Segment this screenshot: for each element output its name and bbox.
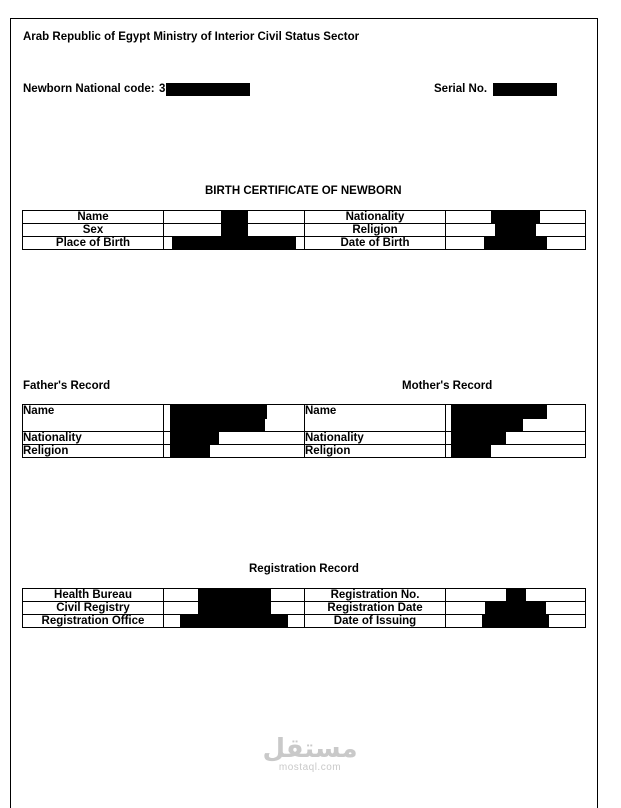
mother-religion-label: Religion bbox=[305, 445, 446, 458]
cell-value bbox=[446, 211, 586, 224]
redaction-block bbox=[451, 432, 506, 444]
serial-label: Serial No. bbox=[434, 83, 488, 95]
registration-table bbox=[22, 588, 586, 628]
cell-label: Health Bureau bbox=[23, 589, 164, 602]
redaction-block bbox=[451, 419, 523, 431]
father-religion-value bbox=[164, 445, 305, 458]
cell-value bbox=[164, 211, 305, 224]
redaction-block bbox=[170, 432, 219, 444]
cell-label: Civil Registry bbox=[23, 602, 164, 615]
table-row bbox=[23, 211, 586, 224]
cell-label: Name bbox=[23, 211, 164, 224]
cell-label: Registration Office bbox=[23, 615, 164, 628]
redaction-block bbox=[221, 224, 248, 236]
father-name-value bbox=[164, 405, 305, 432]
cell-value bbox=[446, 602, 586, 615]
redaction-block bbox=[170, 405, 267, 419]
redaction-block bbox=[485, 602, 546, 614]
watermark-arabic: مستقل bbox=[262, 734, 358, 764]
cell-label: Religion bbox=[305, 224, 446, 237]
mother-record-title: Mother's Record bbox=[402, 380, 493, 392]
mother-name-label: Name bbox=[305, 405, 446, 432]
redaction-block bbox=[451, 405, 547, 419]
table-row bbox=[23, 445, 586, 458]
redaction-block bbox=[198, 589, 271, 601]
cell-value bbox=[446, 589, 586, 602]
national-code-redaction bbox=[166, 83, 250, 96]
cell-value bbox=[446, 237, 586, 250]
father-nationality-value bbox=[164, 432, 305, 445]
registration-record-title: Registration Record bbox=[249, 563, 359, 575]
father-name-label: Name bbox=[23, 405, 164, 432]
redaction-block bbox=[170, 445, 210, 457]
redaction-block bbox=[170, 419, 265, 431]
table-row bbox=[23, 405, 586, 432]
redaction-block bbox=[221, 211, 248, 223]
national-code-label: Newborn National code: bbox=[23, 83, 155, 95]
redaction-block bbox=[491, 211, 540, 223]
mother-nationality-label: Nationality bbox=[305, 432, 446, 445]
issuing-authority: Arab Republic of Egypt Ministry of Interior Civil Status Sector bbox=[23, 31, 360, 43]
redaction-block bbox=[482, 615, 549, 627]
parents-table bbox=[22, 404, 586, 458]
father-nationality-label: Nationality bbox=[23, 432, 164, 445]
cell-value bbox=[164, 589, 305, 602]
watermark-latin: mostaql.com bbox=[278, 762, 342, 773]
redaction-block bbox=[506, 589, 526, 601]
national-code-prefix: 3 bbox=[159, 83, 166, 95]
cell-label: Date of Birth bbox=[305, 237, 446, 250]
cell-label: Registration Date bbox=[305, 602, 446, 615]
cell-value bbox=[164, 615, 305, 628]
redaction-block bbox=[180, 615, 288, 627]
cell-value bbox=[446, 615, 586, 628]
redaction-block bbox=[484, 237, 547, 249]
mother-nationality-value bbox=[446, 432, 586, 445]
certificate-title: BIRTH CERTIFICATE OF NEWBORN bbox=[205, 185, 402, 197]
cell-label: Registration No. bbox=[305, 589, 446, 602]
table-row bbox=[23, 432, 586, 445]
redaction-block bbox=[451, 445, 491, 457]
redaction-block bbox=[198, 602, 271, 614]
mother-religion-value bbox=[446, 445, 586, 458]
certificate-table bbox=[22, 210, 586, 250]
cell-value bbox=[164, 237, 305, 250]
cell-value bbox=[446, 224, 586, 237]
table-row bbox=[23, 602, 586, 615]
table-row bbox=[23, 589, 586, 602]
mother-name-value bbox=[446, 405, 586, 432]
table-row bbox=[23, 615, 586, 628]
cell-value bbox=[164, 224, 305, 237]
serial-redaction bbox=[493, 83, 557, 96]
table-row bbox=[23, 224, 586, 237]
cell-label: Nationality bbox=[305, 211, 446, 224]
table-row bbox=[23, 237, 586, 250]
cell-label: Place of Birth bbox=[23, 237, 164, 250]
father-religion-label: Religion bbox=[23, 445, 164, 458]
watermark bbox=[262, 735, 358, 773]
cell-label: Sex bbox=[23, 224, 164, 237]
cell-value bbox=[164, 602, 305, 615]
redaction-block bbox=[495, 224, 536, 236]
redaction-block bbox=[172, 237, 296, 249]
cell-label: Date of Issuing bbox=[305, 615, 446, 628]
father-record-title: Father's Record bbox=[23, 380, 111, 392]
